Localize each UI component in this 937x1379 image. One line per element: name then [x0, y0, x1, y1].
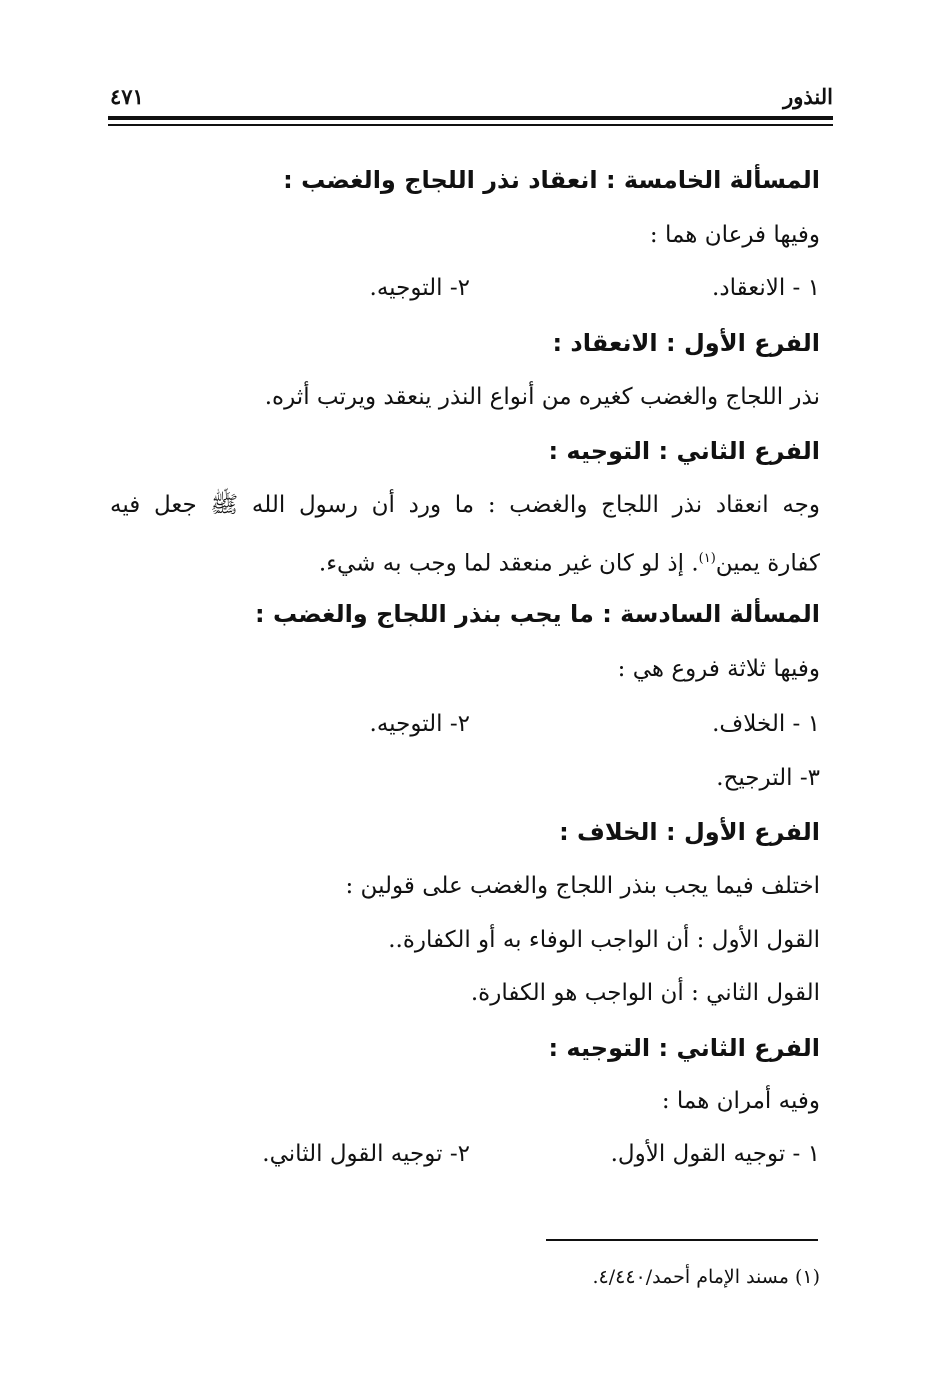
footnote: (١) مسند الإمام أحمد/٤/٤٤٠. [592, 1266, 820, 1288]
masala6-far2-heading: الفرع الثاني : التوجيه : [548, 1034, 820, 1062]
masala6-far2-item-2: ٢- توجيه القول الثاني. [262, 1141, 470, 1167]
far2-text-a: كفارة يمين [715, 550, 820, 577]
masala5-heading: المسألة الخامسة : انعقاد نذر اللجاج والغضب : [283, 166, 820, 194]
masala6-far1-heading: الفرع الأول : الخلاف : [559, 818, 820, 846]
masala6-item-1: ١ - الخلاف. [712, 711, 820, 737]
masala6-far2-items [220, 1137, 820, 1171]
masala6-item-2: ٢- التوجيه. [369, 711, 470, 737]
header-rule-thick [108, 116, 833, 120]
masala6-far2-item-1: ١ - توجيه القول الأول. [610, 1141, 820, 1167]
header-rule-thin [108, 124, 833, 126]
masala6-item-3: ٣- الترجيح. [716, 765, 820, 791]
page-number: ٤٧١ [110, 84, 144, 109]
masala6-intro: وفيها ثلاثة فروع هي : [617, 656, 820, 682]
masala5-item-2: ٢- التوجيه. [369, 275, 470, 301]
masala5-far1-heading: الفرع الأول : الانعقاد : [552, 329, 820, 357]
masala5-intro: وفيها فرعان هما : [649, 222, 820, 248]
running-title: النذور [783, 84, 833, 109]
footnote-ref: (١) [698, 551, 716, 566]
masala6-heading: المسألة السادسة : ما يجب بنذر اللجاج والغضب : [255, 600, 820, 628]
masala6-qawl1: القول الأول : أن الواجب الوفاء به أو الكفارة.. [388, 927, 820, 953]
masala6-far2-intro: وفيه أمران هما : [661, 1088, 820, 1114]
page-header [108, 78, 833, 108]
masala5-far2-line1: وجه انعقاد نذر اللجاج والغضب : ما ورد أن رسول الله ﷺ جعل فيه [110, 492, 820, 518]
masala5-item-1: ١ - الانعقاد. [712, 275, 820, 301]
masala5-items [220, 271, 820, 305]
masala5-far1-text: نذر اللجاج والغضب كغيره من أنواع النذر ينعقد ويرتب أثره. [264, 384, 820, 410]
masala5-far2-heading: الفرع الثاني : التوجيه : [548, 437, 820, 465]
masala6-items [220, 707, 820, 741]
masala6-far1-intro: اختلف فيما يجب بنذر اللجاج والغضب على قولين : [345, 873, 820, 899]
far2-text-b: . إذ لو كان غير منعقد لما وجب به شيء. [318, 550, 699, 577]
footnote-rule [546, 1239, 818, 1241]
masala6-qawl2: القول الثاني : أن الواجب هو الكفارة. [470, 980, 820, 1006]
masala5-far2-line2 [319, 542, 820, 581]
